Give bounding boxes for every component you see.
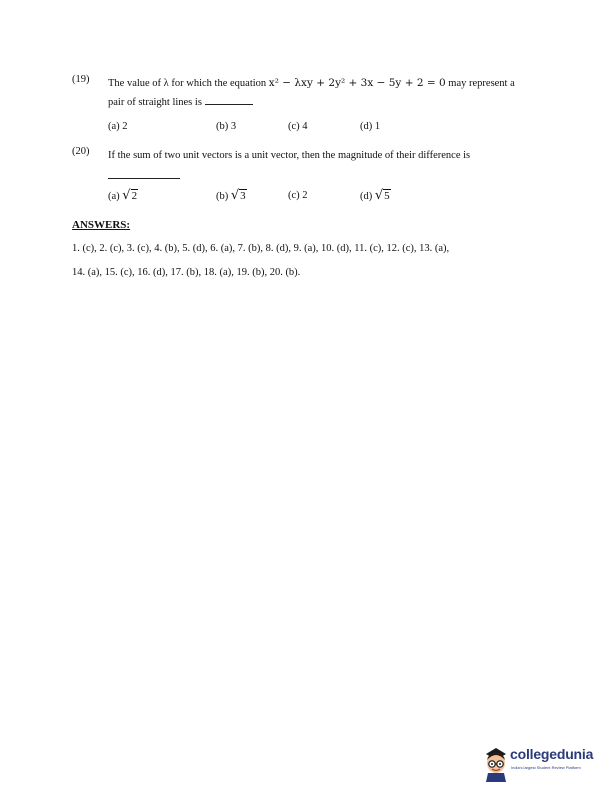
answers-heading: ANSWERS: bbox=[72, 219, 131, 231]
question-text-end: may represent a bbox=[445, 78, 515, 89]
question-text bbox=[108, 74, 548, 112]
question-text-line: If the sum of two unit vectors is a unit vector, then the magnitude of their difference is bbox=[108, 150, 471, 161]
sqrt: √5 bbox=[374, 188, 390, 203]
sqrt: √2 bbox=[122, 188, 138, 203]
question-text bbox=[108, 146, 548, 179]
option-c: (c) 4 bbox=[288, 121, 308, 132]
option-label: (a) bbox=[108, 191, 120, 202]
mascot-icon bbox=[482, 744, 510, 784]
logo-tagline: India's largest Student Review Platform bbox=[511, 765, 581, 770]
question-text-start: The value of λ for which the equation bbox=[108, 78, 269, 89]
collegedunia-logo bbox=[482, 744, 608, 784]
equation: x² − λxy + 2y² + 3x − 5y + 2 = 0 bbox=[268, 77, 446, 89]
question-number: (19) bbox=[72, 74, 90, 85]
radicand: 3 bbox=[240, 190, 246, 202]
radicand: 2 bbox=[131, 190, 138, 202]
answers-line-2: 14. (a), 15. (c), 16. (d), 17. (b), 18. (a), 19. (b), 20. (b). bbox=[72, 267, 301, 278]
logo-name: collegedunia bbox=[510, 746, 594, 762]
option-a: (a) 2 bbox=[108, 121, 128, 132]
radicand: 5 bbox=[384, 190, 390, 202]
option-c: (c) 2 bbox=[288, 190, 308, 201]
sqrt: √3 bbox=[230, 188, 246, 203]
answer-blank bbox=[205, 95, 253, 105]
option-b: (b) 3 bbox=[216, 121, 237, 132]
option-d bbox=[360, 188, 391, 203]
question-number: (20) bbox=[72, 146, 90, 157]
option-label: (b) bbox=[216, 191, 229, 202]
question-text-line2: pair of straight lines is bbox=[108, 97, 202, 108]
option-label: (d) bbox=[360, 191, 373, 202]
option-d: (d) 1 bbox=[360, 121, 381, 132]
answers-line-1: 1. (c), 2. (c), 3. (c), 4. (b), 5. (d), 6. (a), 7. (b), 8. (d), 9. (a), 10. (d), 11. (c), 12. (c), 13. (a), bbox=[72, 243, 450, 254]
answer-blank bbox=[108, 168, 180, 179]
option-b bbox=[216, 188, 247, 203]
option-a bbox=[108, 188, 138, 203]
